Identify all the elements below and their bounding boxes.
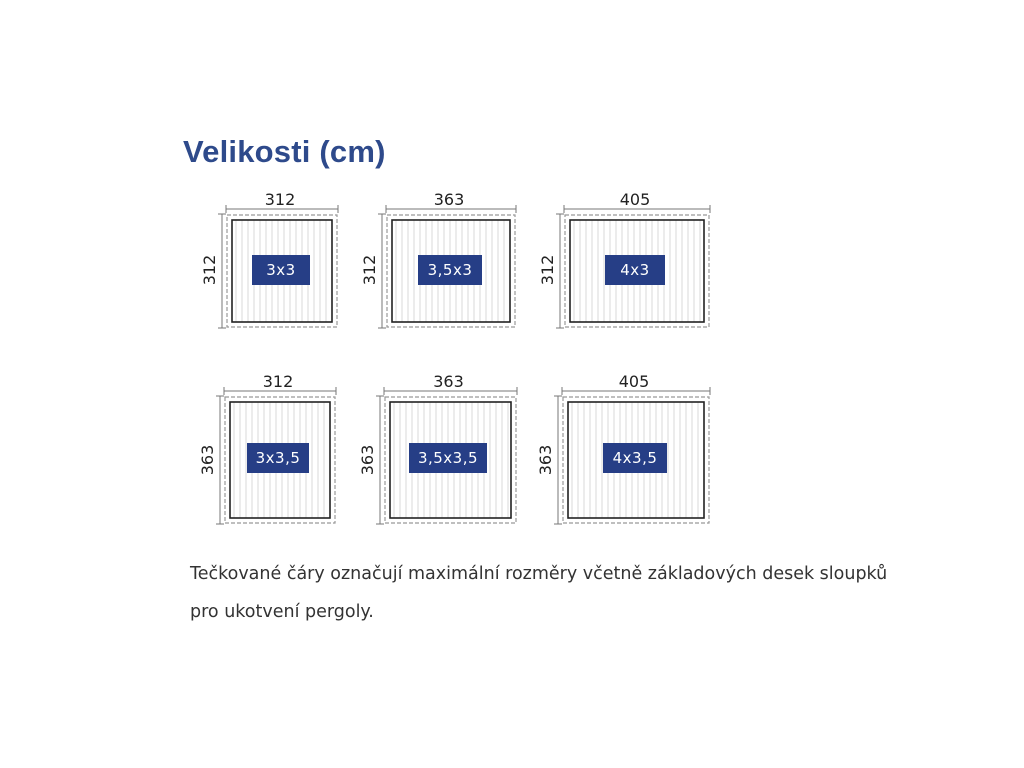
size-badge: 4x3	[605, 255, 665, 285]
size-diagram-3x3-5	[198, 372, 336, 524]
height-label: 363	[198, 444, 217, 476]
size-diagram-3-5x3-5	[358, 372, 517, 524]
width-label: 312	[264, 190, 296, 209]
size-diagram-4x3-5	[536, 372, 710, 524]
height-label: 312	[360, 254, 379, 286]
width-label: 312	[262, 372, 294, 391]
width-label: 363	[433, 190, 465, 209]
width-label: 363	[433, 372, 464, 391]
size-diagram-3x3	[200, 190, 338, 328]
height-label: 363	[358, 444, 377, 476]
height-label: 312	[200, 254, 219, 286]
caption-text: Tečkované čáry označují maximální rozměry včetně základových desek sloupků pro ukotvení pergoly.	[190, 564, 888, 622]
size-badge: 4x3,5	[603, 443, 667, 473]
size-badge: 3x3,5	[247, 443, 309, 473]
height-label: 363	[536, 444, 555, 476]
size-badge: 3x3	[252, 255, 310, 285]
width-label: 405	[618, 372, 650, 391]
size-diagram-3-5x3	[360, 190, 516, 328]
height-label: 312	[538, 254, 557, 286]
width-label: 405	[619, 190, 651, 209]
size-badge: 3,5x3	[418, 255, 482, 285]
size-badge: 3,5x3,5	[409, 443, 487, 473]
size-diagram-4x3	[538, 190, 710, 328]
page-title: Velikosti (cm)	[183, 134, 386, 169]
